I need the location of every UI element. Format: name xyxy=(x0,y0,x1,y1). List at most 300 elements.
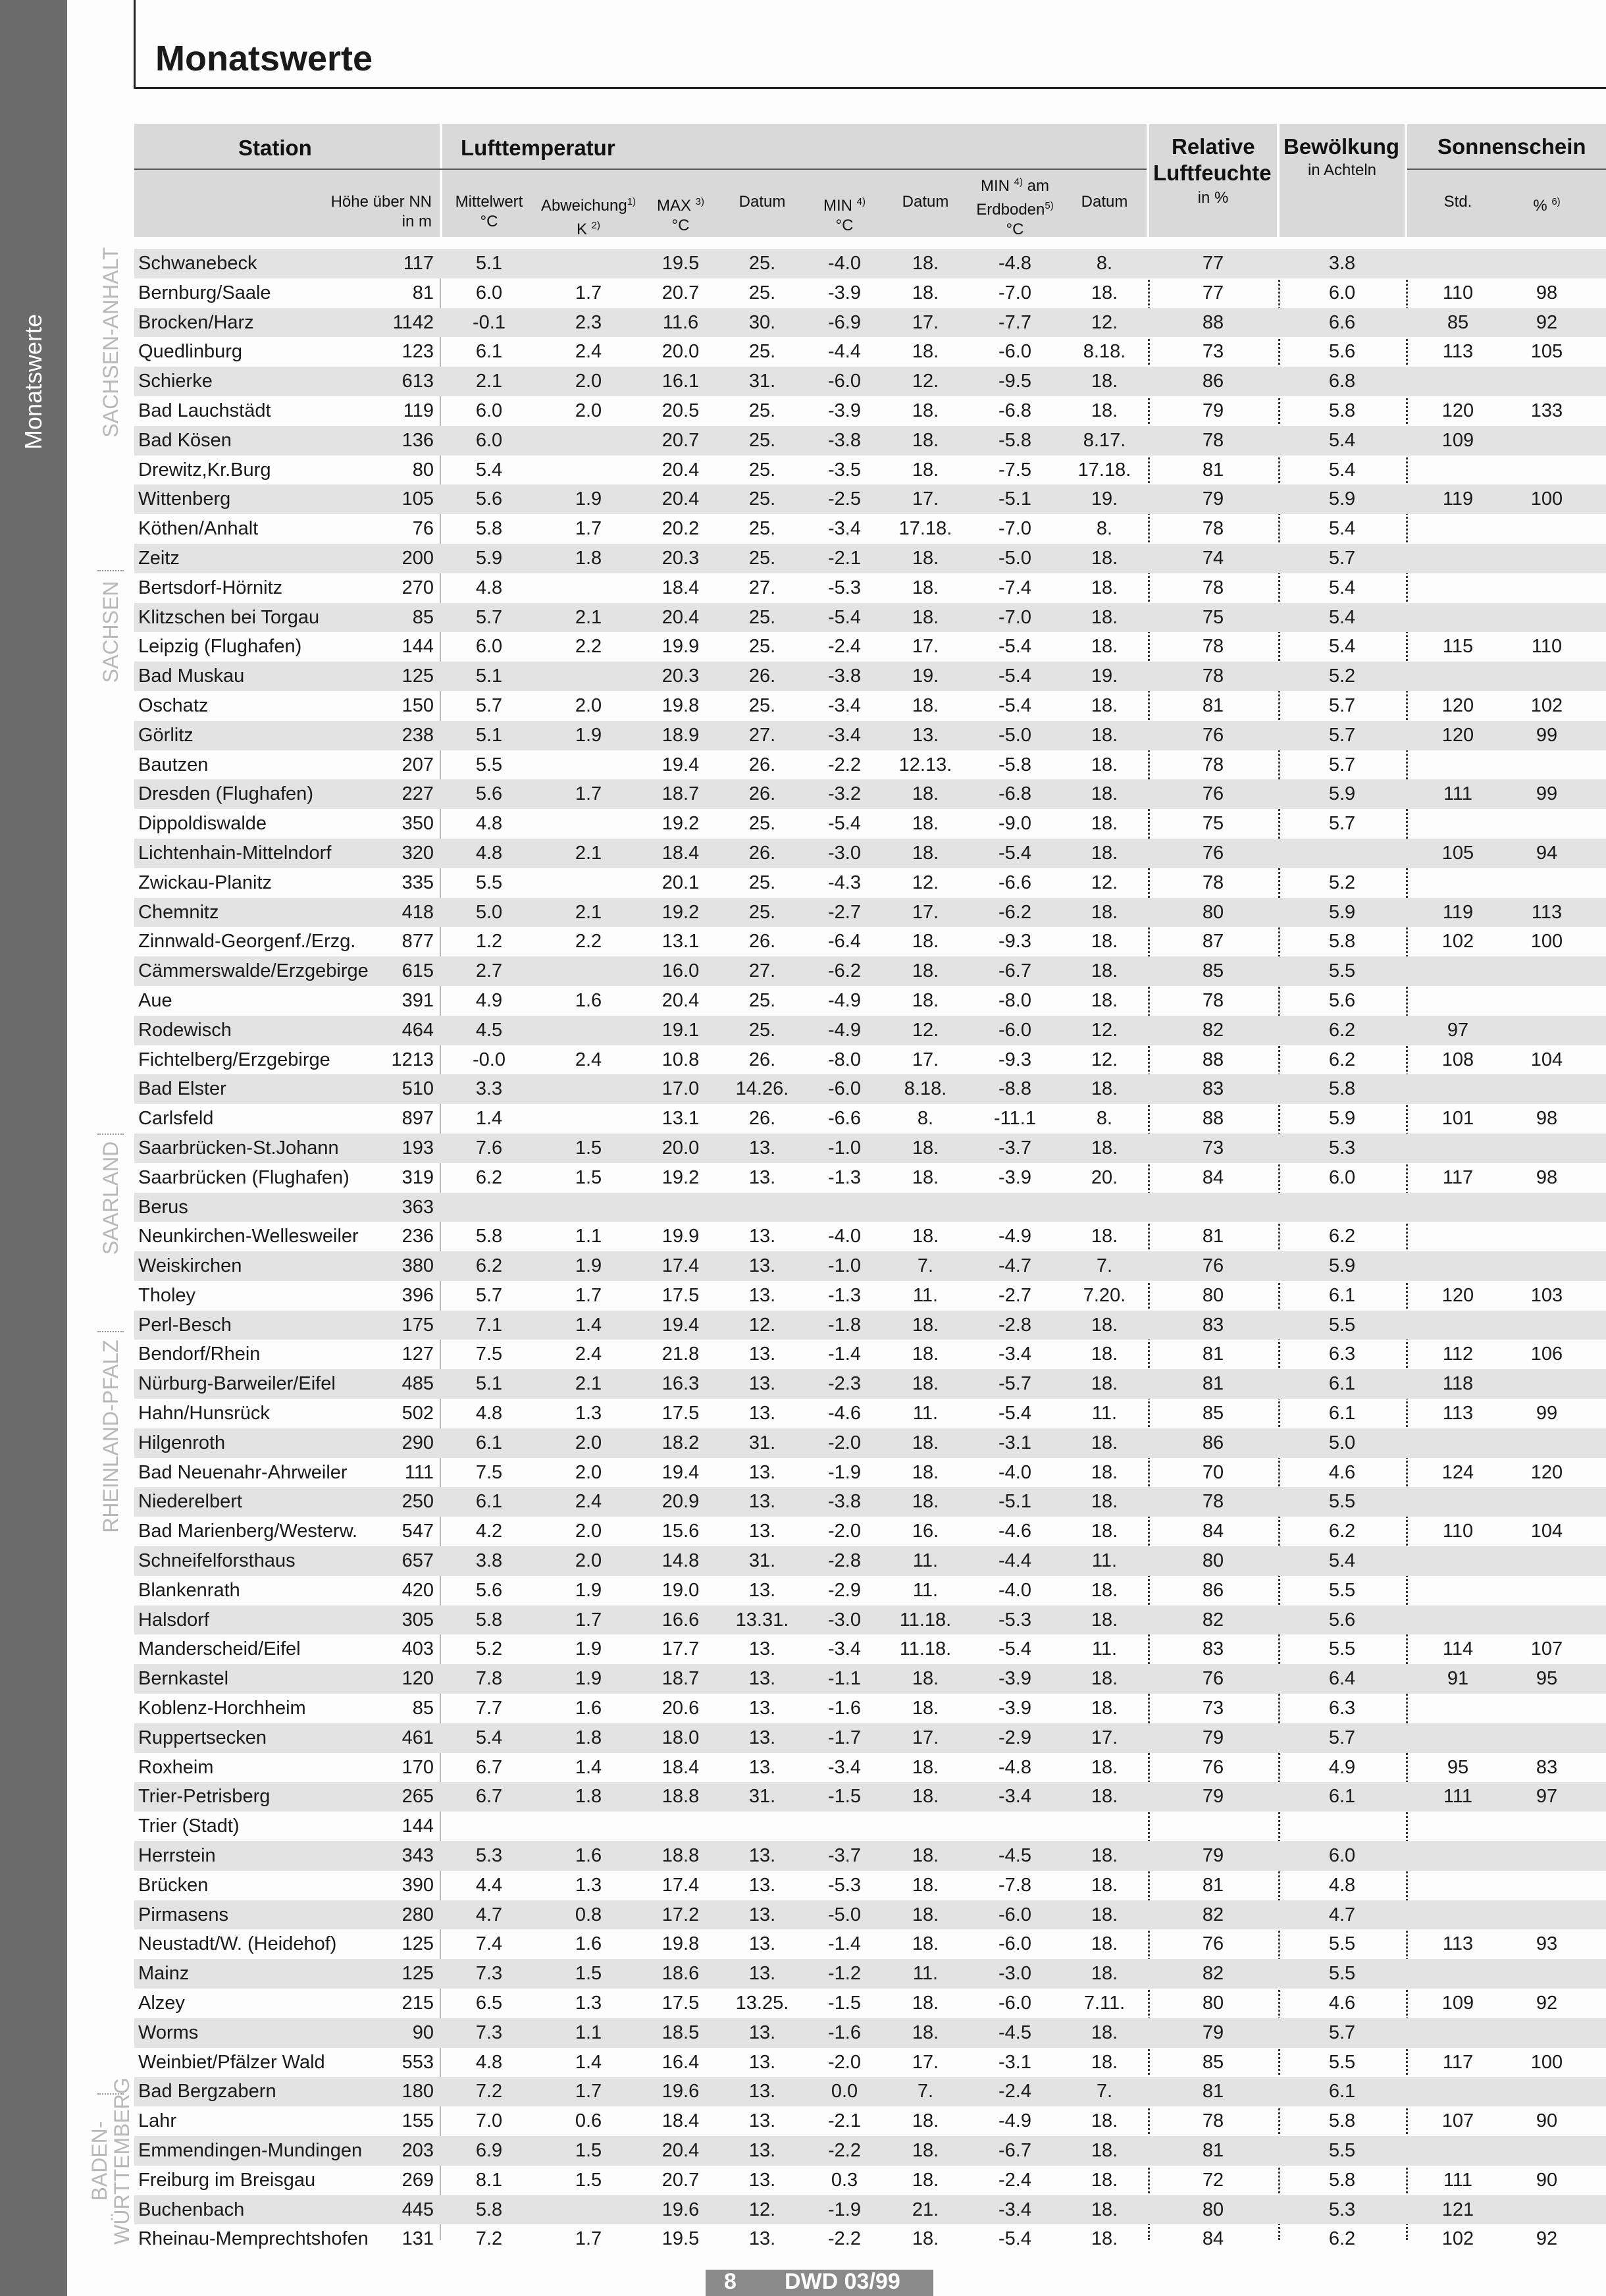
max-date: 13. xyxy=(748,2081,776,2102)
station-name: Oschatz xyxy=(138,694,209,716)
min-date: 18. xyxy=(912,1668,939,1690)
station-name: Roxheim xyxy=(138,1756,214,1778)
table-row xyxy=(134,1487,1606,1517)
min-date: 12. xyxy=(912,371,939,392)
max-date: 13. xyxy=(748,1727,776,1748)
sun-percent: 100 xyxy=(1530,931,1563,952)
deviation: 2.1 xyxy=(575,1373,602,1395)
cloudiness: 6.1 xyxy=(1328,1373,1356,1395)
humidity: 81 xyxy=(1202,2081,1224,2102)
mean-temp: 7.6 xyxy=(475,1137,503,1159)
max-temp: 18.6 xyxy=(661,1963,700,1985)
min-temp: -3.4 xyxy=(828,1638,861,1660)
header-pct: % $^{6)}$ xyxy=(1533,196,1561,215)
mean-temp: 6.2 xyxy=(475,1255,503,1277)
min-temp: -1.4 xyxy=(828,1344,861,1365)
deviation: 2.4 xyxy=(575,1344,602,1365)
mean-temp: 7.2 xyxy=(475,2228,503,2250)
min-date: 18. xyxy=(912,1491,939,1513)
sun-percent: 92 xyxy=(1536,1993,1558,2014)
ground-date: 18. xyxy=(1091,1461,1118,1483)
min-date: 18. xyxy=(912,341,939,363)
ground-date: 18. xyxy=(1091,547,1118,569)
ground-date: 18. xyxy=(1091,901,1118,923)
max-temp: 19.4 xyxy=(661,1461,700,1483)
max-temp: 18.9 xyxy=(661,724,700,746)
cloudiness: 6.4 xyxy=(1328,1668,1356,1690)
sun-hours: 118 xyxy=(1442,1373,1474,1395)
station-name: Mainz xyxy=(138,1963,190,1985)
humidity: 79 xyxy=(1202,1786,1224,1808)
mean-temp: 5.0 xyxy=(475,901,503,923)
max-date: 26. xyxy=(748,1049,776,1070)
altitude: 227 xyxy=(402,783,434,805)
ground-min: -9.5 xyxy=(998,371,1031,392)
page-number: 8 xyxy=(724,2269,737,2294)
altitude: 203 xyxy=(402,2140,434,2161)
humidity: 80 xyxy=(1202,901,1224,923)
max-date: 13. xyxy=(748,1137,776,1159)
sun-percent: 83 xyxy=(1536,1756,1558,1778)
cloudiness: 5.4 xyxy=(1328,459,1356,481)
max-temp: 17.0 xyxy=(661,1078,700,1100)
max-date: 25. xyxy=(748,400,776,421)
min-temp: -3.8 xyxy=(828,429,861,451)
mean-temp: 3.8 xyxy=(475,1550,503,1572)
cloudiness: 5.8 xyxy=(1328,1078,1356,1100)
deviation: 1.7 xyxy=(575,2228,602,2250)
sun-hours: 120 xyxy=(1441,694,1474,716)
ground-min: -8.8 xyxy=(998,1078,1031,1100)
max-date: 13. xyxy=(748,1579,776,1601)
altitude: 613 xyxy=(402,371,434,392)
station-name: Brocken/Harz xyxy=(138,311,254,333)
max-date: 13. xyxy=(748,1344,776,1365)
min-temp: -4.6 xyxy=(828,1403,861,1424)
ground-date: 18. xyxy=(1091,960,1118,982)
min-date: 18. xyxy=(912,783,939,805)
max-date: 25. xyxy=(748,429,776,451)
group-separator xyxy=(97,570,124,571)
max-date: 25. xyxy=(748,606,776,628)
mean-temp: 6.7 xyxy=(475,1756,503,1778)
max-temp: 18.5 xyxy=(661,2022,700,2043)
humidity: 88 xyxy=(1202,311,1224,333)
ground-date: 20. xyxy=(1091,1166,1118,1188)
mean-temp: 4.8 xyxy=(475,2051,503,2073)
max-date: 31. xyxy=(748,1550,776,1572)
deviation: 2.0 xyxy=(575,1432,602,1453)
ground-min: -9.3 xyxy=(998,931,1031,952)
min-temp: -3.8 xyxy=(828,1491,861,1513)
mean-temp: 4.8 xyxy=(475,577,503,598)
min-temp: -2.2 xyxy=(828,2228,861,2250)
deviation: 1.5 xyxy=(575,1963,602,1985)
group-sachsen: SACHSEN xyxy=(99,581,122,683)
min-temp: -2.5 xyxy=(828,488,861,510)
ground-min: -5.4 xyxy=(998,1403,1031,1424)
ground-min: -4.9 xyxy=(998,1226,1031,1247)
max-date: 31. xyxy=(748,371,776,392)
cloudiness: 5.4 xyxy=(1328,636,1356,658)
deviation: 1.9 xyxy=(575,488,602,510)
ground-date: 8. xyxy=(1096,253,1113,274)
altitude: 445 xyxy=(402,2199,434,2220)
humidity: 81 xyxy=(1202,1344,1224,1365)
min-temp: -3.4 xyxy=(828,724,861,746)
cloudiness: 5.7 xyxy=(1328,694,1356,716)
mean-temp: 7.5 xyxy=(475,1344,503,1365)
max-temp: 16.0 xyxy=(661,960,700,982)
mean-temp: 5.6 xyxy=(475,783,503,805)
table-row xyxy=(134,249,1606,278)
humidity: 77 xyxy=(1202,253,1224,274)
min-date: 18. xyxy=(912,459,939,481)
min-date: 7. xyxy=(917,2081,934,2102)
cloudiness: 5.4 xyxy=(1328,1550,1356,1572)
header-relative: Relative xyxy=(1172,134,1255,159)
table-row xyxy=(134,1723,1606,1753)
table-row xyxy=(134,1428,1606,1458)
min-date: 18. xyxy=(912,577,939,598)
min-date: 19. xyxy=(912,665,939,687)
max-temp: 16.3 xyxy=(661,1373,700,1395)
deviation: 1.1 xyxy=(575,2022,602,2043)
ground-min: -6.0 xyxy=(998,1993,1031,2014)
altitude: 343 xyxy=(402,1845,434,1867)
ground-min: -3.0 xyxy=(998,1963,1031,1985)
ground-date: 18. xyxy=(1091,1373,1118,1395)
min-date: 18. xyxy=(912,253,939,274)
max-date: 13. xyxy=(748,1403,776,1424)
min-date: 17. xyxy=(912,311,939,333)
table-row xyxy=(134,308,1606,338)
cloudiness: 5.7 xyxy=(1328,813,1356,835)
max-temp: 18.4 xyxy=(661,1756,700,1778)
cloudiness: 5.4 xyxy=(1328,606,1356,628)
ground-date: 18. xyxy=(1091,282,1118,303)
altitude: 380 xyxy=(402,1255,434,1277)
station-name: Cämmerswalde/Erzgebirge xyxy=(138,960,369,982)
ground-min: -4.8 xyxy=(998,253,1031,274)
mean-temp: 6.2 xyxy=(475,1166,503,1188)
min-date: 11.18. xyxy=(899,1609,952,1631)
header-sonnenschein: Sonnenschein xyxy=(1438,134,1586,159)
max-temp: 18.2 xyxy=(661,1432,700,1453)
altitude: 547 xyxy=(402,1521,434,1542)
ground-min: -7.5 xyxy=(998,459,1031,481)
sun-percent: 133 xyxy=(1530,400,1563,421)
humidity: 78 xyxy=(1202,2110,1224,2132)
ground-min: -5.4 xyxy=(998,1638,1031,1660)
mean-temp: 5.1 xyxy=(475,724,503,746)
ground-date: 18. xyxy=(1091,989,1118,1011)
humidity: 75 xyxy=(1202,606,1224,628)
deviation: 1.3 xyxy=(575,1403,602,1424)
ground-date: 11. xyxy=(1091,1403,1118,1424)
max-temp: 17.5 xyxy=(661,1993,700,2014)
max-temp: 20.3 xyxy=(661,547,700,569)
min-date: 18. xyxy=(912,1432,939,1453)
min-date: 18. xyxy=(912,1137,939,1159)
mean-temp: 7.8 xyxy=(475,1668,503,1690)
max-date: 13. xyxy=(748,1698,776,1719)
max-date: 26. xyxy=(748,931,776,952)
sun-hours: 113 xyxy=(1442,1933,1474,1955)
cloudiness: 6.6 xyxy=(1328,311,1356,333)
min-temp: -1.6 xyxy=(828,2022,861,2043)
altitude: 125 xyxy=(402,1963,434,1985)
ground-min: -3.1 xyxy=(998,2051,1031,2073)
min-date: 12. xyxy=(912,872,939,893)
mean-temp: 5.1 xyxy=(475,665,503,687)
ground-date: 8. xyxy=(1096,518,1113,540)
sun-hours: 101 xyxy=(1441,1108,1474,1130)
min-date: 18. xyxy=(912,989,939,1011)
min-temp: -1.0 xyxy=(828,1255,861,1277)
sun-hours: 95 xyxy=(1447,1756,1469,1778)
cloudiness: 5.5 xyxy=(1328,1933,1356,1955)
max-temp: 15.6 xyxy=(661,1521,700,1542)
ground-min: -2.9 xyxy=(998,1727,1031,1748)
sun-percent: 113 xyxy=(1531,901,1563,923)
min-temp: -4.9 xyxy=(828,1019,861,1041)
table-row xyxy=(134,1222,1606,1251)
mean-temp: 5.1 xyxy=(475,1373,503,1395)
altitude: 150 xyxy=(402,694,434,716)
station-name: Bad Elster xyxy=(138,1078,226,1100)
station-name: Aue xyxy=(138,989,172,1011)
ground-min: -4.0 xyxy=(998,1579,1031,1601)
sun-percent: 99 xyxy=(1536,1403,1558,1424)
station-name: Carlsfeld xyxy=(138,1108,214,1130)
min-date: 18. xyxy=(912,1786,939,1808)
sun-percent: 100 xyxy=(1530,2051,1563,2073)
deviation: 1.7 xyxy=(575,1609,602,1631)
altitude: 175 xyxy=(402,1314,434,1336)
cloudiness: 5.7 xyxy=(1328,724,1356,746)
table-row xyxy=(134,1016,1606,1045)
humidity: 78 xyxy=(1202,665,1224,687)
humidity: 78 xyxy=(1202,1491,1224,1513)
min-temp: -1.4 xyxy=(828,1933,861,1955)
mean-temp: 7.3 xyxy=(475,1963,503,1985)
ground-min: -3.4 xyxy=(998,2199,1031,2220)
humidity: 87 xyxy=(1202,931,1224,952)
altitude: 418 xyxy=(402,901,434,923)
max-date: 13. xyxy=(748,1668,776,1690)
sun-hours: 113 xyxy=(1442,341,1474,363)
ground-min: -6.6 xyxy=(998,872,1031,893)
ground-min: -5.8 xyxy=(998,754,1031,775)
humidity: 78 xyxy=(1202,989,1224,1011)
min-date: 12.13. xyxy=(898,754,952,775)
ground-min: -7.0 xyxy=(998,606,1031,628)
mean-temp: 4.8 xyxy=(475,842,503,864)
altitude: 320 xyxy=(402,842,434,864)
station-name: Bertsdorf-Hörnitz xyxy=(138,577,283,598)
min-date: 18. xyxy=(912,282,939,303)
max-date: 25. xyxy=(748,989,776,1011)
min-temp: -4.0 xyxy=(828,1226,861,1247)
station-name: Bautzen xyxy=(138,754,209,775)
mean-temp: 6.0 xyxy=(475,400,503,421)
cloudiness: 5.8 xyxy=(1328,2110,1356,2132)
min-temp: -3.8 xyxy=(828,665,861,687)
table-row xyxy=(134,2018,1606,2048)
cloudiness: 6.1 xyxy=(1328,1403,1356,1424)
sun-hours: 91 xyxy=(1447,1668,1469,1690)
deviation: 1.5 xyxy=(575,1166,602,1188)
page-title: Monatswerte xyxy=(155,39,373,78)
humidity: 86 xyxy=(1202,371,1224,392)
table-row xyxy=(134,1546,1606,1576)
deviation: 1.6 xyxy=(575,1933,602,1955)
min-temp: -1.3 xyxy=(828,1166,861,1188)
humidity: 81 xyxy=(1202,1874,1224,1896)
station-name: Leipzig (Flughafen) xyxy=(138,636,302,658)
sun-percent: 99 xyxy=(1536,783,1558,805)
cloudiness: 5.7 xyxy=(1328,2022,1356,2043)
max-date: 25. xyxy=(748,1019,776,1041)
table-row xyxy=(134,2195,1606,2225)
header-abweichung: Abweichung$^{1)}$ K $^{2)}$ xyxy=(540,196,636,238)
table-row xyxy=(134,544,1606,573)
sun-percent: 98 xyxy=(1536,282,1558,303)
max-date: 13. xyxy=(748,2228,776,2250)
deviation: 1.8 xyxy=(575,1786,602,1808)
ground-min: -6.8 xyxy=(998,783,1031,805)
altitude: 270 xyxy=(402,577,434,598)
humidity: 84 xyxy=(1202,1521,1224,1542)
station-name: Köthen/Anhalt xyxy=(138,518,259,540)
cloudiness: 4.6 xyxy=(1328,1461,1356,1483)
station-name: Tholey xyxy=(138,1284,196,1306)
max-date: 13. xyxy=(748,1874,776,1896)
max-temp: 18.0 xyxy=(661,1727,700,1748)
min-temp: -6.2 xyxy=(828,960,861,982)
max-date: 13. xyxy=(748,1491,776,1513)
max-date: 31. xyxy=(748,1786,776,1808)
max-temp: 18.7 xyxy=(661,783,700,805)
altitude: 420 xyxy=(402,1579,434,1601)
station-name: Drewitz,Kr.Burg xyxy=(138,459,271,481)
mean-temp: 7.5 xyxy=(475,1461,503,1483)
deviation: 1.9 xyxy=(575,1255,602,1277)
sun-percent: 120 xyxy=(1530,1461,1563,1483)
max-date: 25. xyxy=(748,459,776,481)
ground-date: 18. xyxy=(1091,754,1118,775)
ground-date: 18. xyxy=(1091,1933,1118,1955)
max-temp: 18.7 xyxy=(661,1668,700,1690)
ground-date: 18. xyxy=(1091,1698,1118,1719)
table-row xyxy=(134,779,1606,809)
altitude: 553 xyxy=(402,2051,434,2073)
station-name: Bernburg/Saale xyxy=(138,282,271,303)
altitude: 76 xyxy=(412,518,434,540)
table-row xyxy=(134,1871,1606,1900)
ground-min: -3.9 xyxy=(998,1698,1031,1719)
ground-date: 18. xyxy=(1091,1432,1118,1453)
min-date: 17. xyxy=(912,901,939,923)
ground-date: 18. xyxy=(1091,1491,1118,1513)
table-row xyxy=(134,662,1606,691)
mean-temp: 5.1 xyxy=(475,253,503,274)
ground-date: 11. xyxy=(1091,1550,1118,1572)
min-date: 17. xyxy=(912,1049,939,1070)
cloudiness: 6.3 xyxy=(1328,1344,1356,1365)
max-temp: 19.8 xyxy=(661,694,700,716)
max-temp: 17.5 xyxy=(661,1403,700,1424)
table-row xyxy=(134,1782,1606,1812)
min-date: 18. xyxy=(912,842,939,864)
cloudiness: 4.9 xyxy=(1328,1756,1356,1778)
ground-min: -5.3 xyxy=(998,1609,1031,1631)
min-date: 18. xyxy=(912,1756,939,1778)
max-date: 13. xyxy=(748,1461,776,1483)
deviation: 1.4 xyxy=(575,2051,602,2073)
min-temp: -2.0 xyxy=(828,2051,861,2073)
deviation: 1.9 xyxy=(575,1638,602,1660)
max-temp: 19.2 xyxy=(661,1166,700,1188)
max-date: 31. xyxy=(748,1432,776,1453)
deviation: 1.6 xyxy=(575,989,602,1011)
min-date: 13. xyxy=(912,724,939,746)
min-date: 12. xyxy=(912,1019,939,1041)
max-temp: 20.4 xyxy=(661,606,700,628)
max-temp: 17.2 xyxy=(661,1904,700,1925)
max-date: 26. xyxy=(748,754,776,775)
ground-date: 7. xyxy=(1096,2081,1113,2102)
altitude: 897 xyxy=(402,1108,434,1130)
min-date: 8.18. xyxy=(904,1078,947,1100)
min-temp: -2.7 xyxy=(828,901,861,923)
table-row xyxy=(134,1074,1606,1104)
min-temp: -5.3 xyxy=(828,577,861,598)
table-row xyxy=(134,396,1606,426)
altitude: 193 xyxy=(402,1137,434,1159)
altitude: 1142 xyxy=(392,311,434,333)
ground-date: 18. xyxy=(1091,636,1118,658)
sun-hours: 115 xyxy=(1442,636,1474,658)
max-date: 13. xyxy=(748,2169,776,2191)
altitude: 215 xyxy=(402,1993,434,2014)
min-date: 18. xyxy=(912,931,939,952)
side-tab-label: Monatswerte xyxy=(20,313,47,450)
min-date: 18. xyxy=(912,1874,939,1896)
station-name: Lahr xyxy=(138,2110,177,2132)
cloudiness: 5.5 xyxy=(1328,1579,1356,1601)
table-row xyxy=(134,426,1606,456)
max-date: 13. xyxy=(748,2110,776,2132)
max-temp: 16.4 xyxy=(661,2051,700,2073)
cloudiness: 6.1 xyxy=(1328,1284,1356,1306)
mean-temp: -0.1 xyxy=(473,311,505,333)
table-row xyxy=(134,721,1606,750)
min-date: 18. xyxy=(912,1461,939,1483)
humidity: 76 xyxy=(1202,1668,1224,1690)
min-temp: -5.4 xyxy=(828,813,861,835)
mean-temp: 3.3 xyxy=(475,1078,503,1100)
mean-temp: 7.0 xyxy=(475,2110,503,2132)
deviation: 1.8 xyxy=(575,547,602,569)
ground-date: 18. xyxy=(1091,1226,1118,1247)
ground-date: 18. xyxy=(1091,694,1118,716)
sun-percent: 104 xyxy=(1530,1049,1563,1070)
max-date: 12. xyxy=(748,1314,776,1336)
humidity: 84 xyxy=(1202,1166,1224,1188)
altitude: 1213 xyxy=(391,1049,434,1070)
